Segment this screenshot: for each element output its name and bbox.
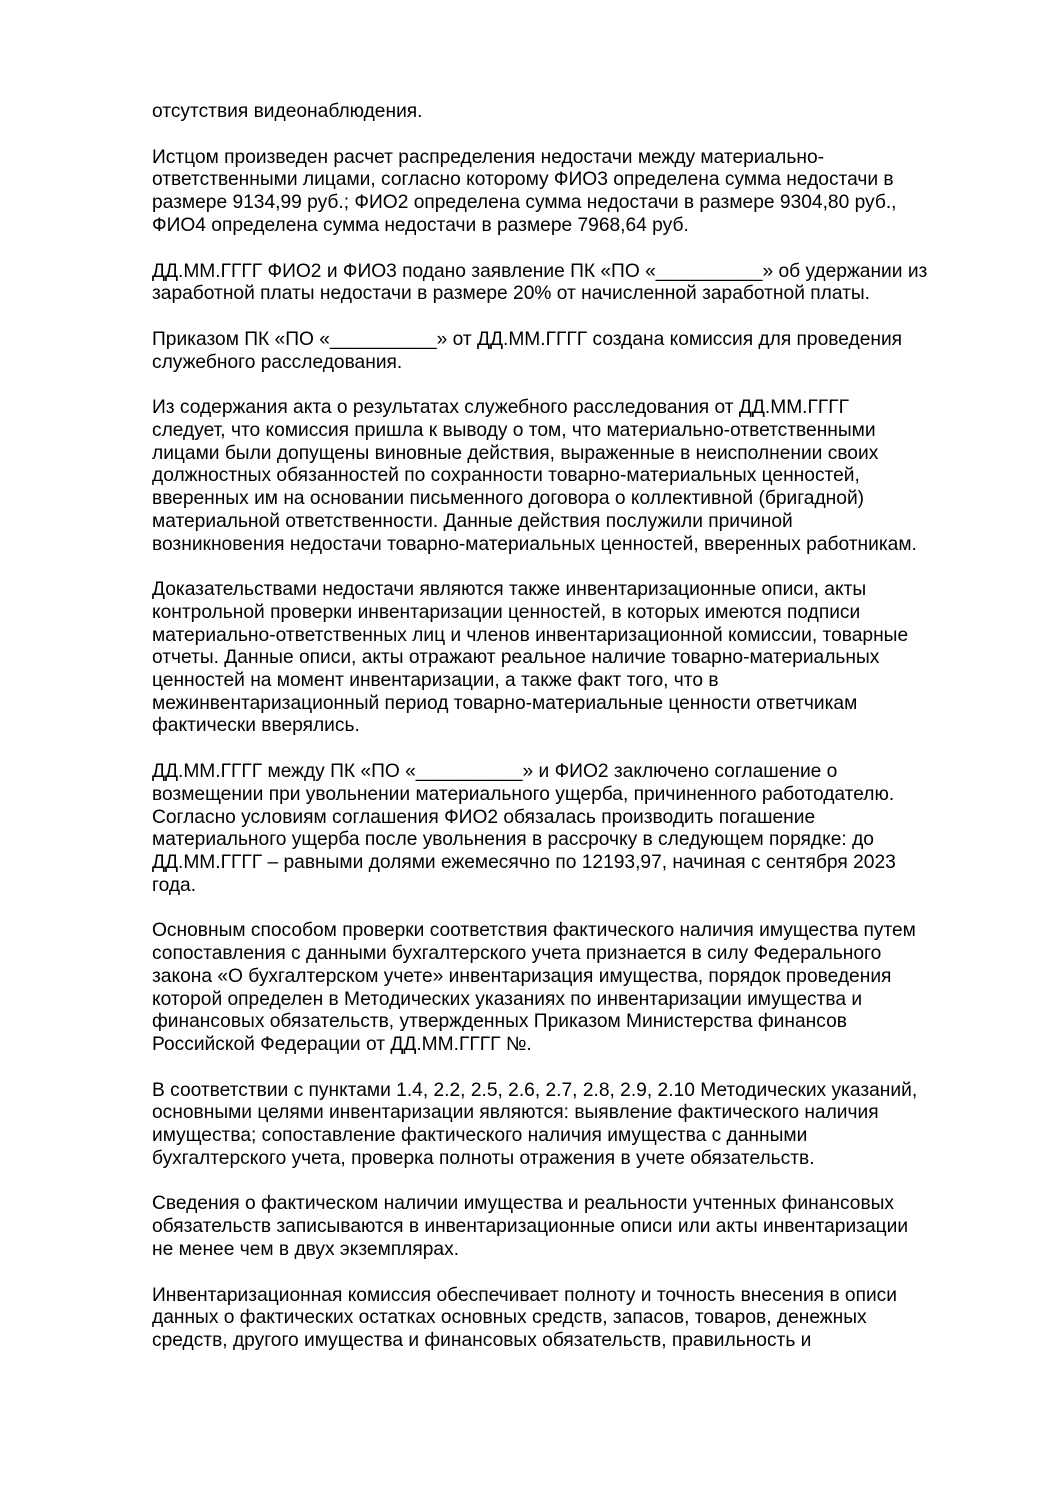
paragraph-5: Из содержания акта о результатах служебного расследования от ДД.ММ.ГГГГ следует, что комиссия пришла к выводу о том, что материально-ответственными лицами были допущены виновные действия, выраженные в неисполнении своих должностных обязанностей по сохранности товарно-материальных ценностей, вверенных им на основании письменного договора о коллективной (бригадной) материальной ответственности. Данные действия послужили причиной возникновения недостачи товарно-материальных ценностей, вверенных работникам.	[152, 397, 917, 555]
paragraph-4: Приказом ПК «ПО «__________» от ДД.ММ.ГГГГ создана комиссия для проведения служебного расследования.	[152, 328, 903, 373]
paragraph-2: Истцом произведен расчет распределения недостачи между материально- ответственными лицами, согласно которому ФИО3 определена сумма недостачи в размере 9134,99 руб.; ФИО2 определена сумма недостачи в размере 9304,80 руб., ФИО4 определена сумма недостачи в размере 7968,64 руб.	[152, 146, 897, 236]
paragraph-1: отсутствия видеонаблюдения.	[152, 101, 423, 122]
paragraph-6: Доказательствами недостачи являются также инвентаризационные описи, акты контрольной проверки инвентаризации ценностей, в которых имеются подписи материально-ответственных лиц и членов инвентаризационной комиссии, товарные отчеты. Данные описи, акты отражают реальное наличие товарно-материальных ценностей на момент инвентаризации, а также факт того, что в межинвентаризационный период товарно-материальные ценности ответчикам фактически вверялись.	[152, 579, 909, 737]
paragraph-9: В соответствии с пунктами 1.4, 2.2, 2.5, 2.6, 2.7, 2.8, 2.9, 2.10 Методических указаний, основными целями инвентаризации являются: выявление фактического наличия имущества; сопоставление фактического наличия имущества с данными бухгалтерского учета, проверка полноты отражения в учете обязательств.	[152, 1079, 918, 1169]
paragraph-8: Основным способом проверки соответствия фактического наличия имущества путем сопоставления с данными бухгалтерского учета признается в силу Федерального закона «О бухгалтерском учете» инвентаризация имущества, порядок проведения которой определен в Методических указаниях по инвентаризации имущества и финансовых обязательств, утвержденных Приказом Министерства финансов Российской Федерации от ДД.ММ.ГГГГ №.	[152, 920, 916, 1055]
paragraph-10: Сведения о фактическом наличии имущества и реальности учтенных финансовых обязательств записываются в инвентаризационные описи или акты инвентаризации не менее чем в двух экземплярах.	[152, 1193, 909, 1260]
paragraph-3: ДД.ММ.ГГГГ ФИО2 и ФИО3 подано заявление ПК «ПО «__________» об удержании из заработной платы недостачи в размере 20% от начисленной заработной платы.	[152, 260, 928, 305]
paragraph-7: ДД.ММ.ГГГГ между ПК «ПО «__________» и ФИО2 заключено соглашение о возмещении при увольнении материального ущерба, причиненного работодателю. Согласно условиям соглашения ФИО2 обязалась производить погашение материального ущерба после увольнения в рассрочку в следующем порядке: до ДД.ММ.ГГГГ – равными долями ежемесячно по 12193,97, начиная с сентября 2023 года.	[152, 761, 896, 896]
paragraph-11: Инвентаризационная комиссия обеспечивает полноту и точность внесения в описи данных о фактических остатках основных средств, запасов, товаров, денежных средств, другого имущества и финансовых обязательств, правильность и	[152, 1284, 897, 1351]
document-body	[152, 101, 1002, 1376]
